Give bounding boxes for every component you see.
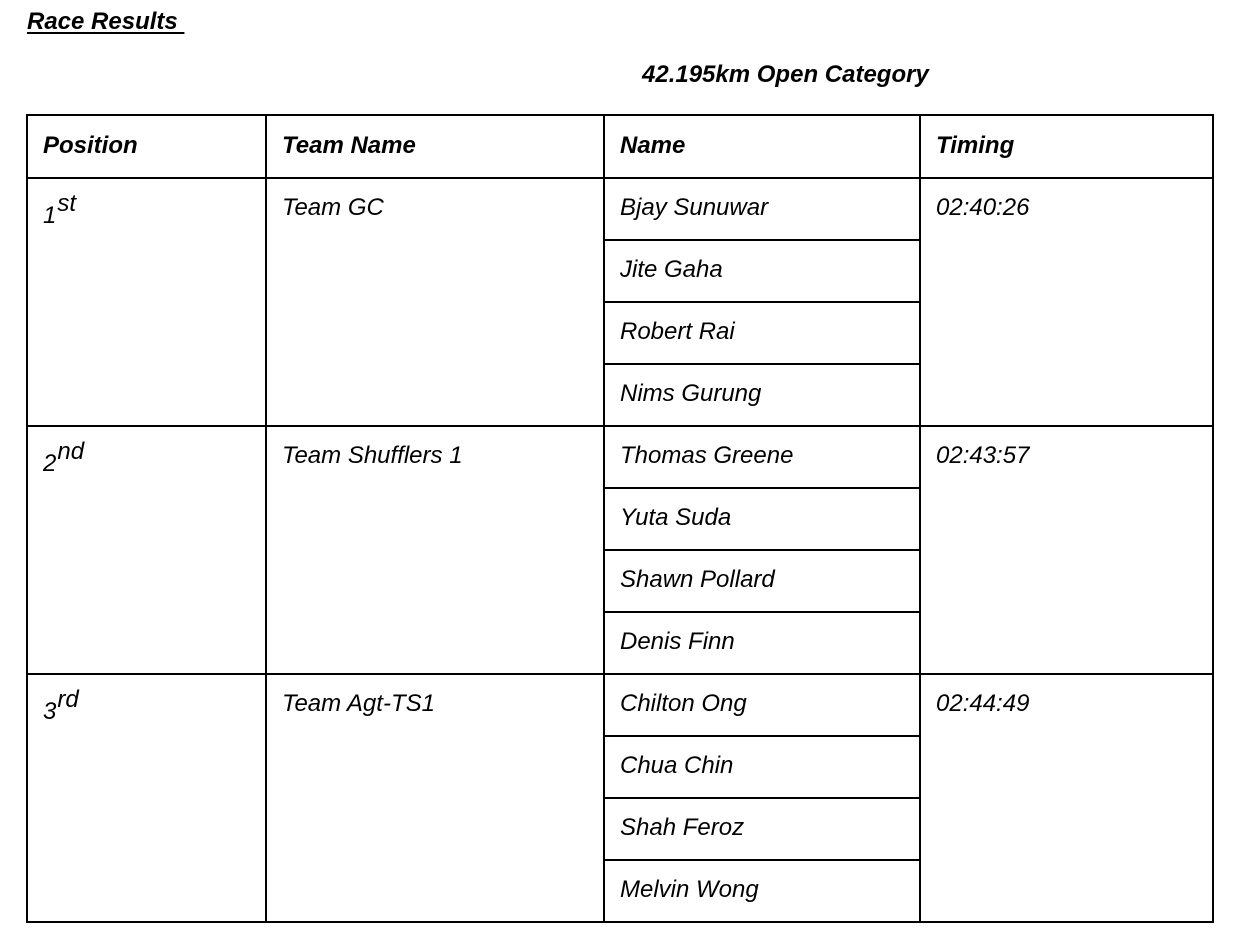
member-name-cell: Robert Rai bbox=[604, 302, 920, 364]
header-team-name: Team Name bbox=[266, 115, 604, 178]
header-position: Position bbox=[27, 115, 266, 178]
member-name-cell: Nims Gurung bbox=[604, 364, 920, 426]
header-timing: Timing bbox=[920, 115, 1213, 178]
header-row bbox=[27, 115, 1213, 178]
member-name-cell: Thomas Greene bbox=[604, 426, 920, 488]
position-suffix: rd bbox=[57, 686, 79, 713]
member-name-cell: Melvin Wong bbox=[604, 860, 920, 922]
table-row bbox=[27, 426, 1213, 488]
race-results-table bbox=[26, 114, 1214, 923]
position-cell bbox=[27, 178, 266, 426]
member-name-cell: Chua Chin bbox=[604, 736, 920, 798]
table-row bbox=[27, 178, 1213, 240]
position-cell bbox=[27, 426, 266, 674]
position-suffix: nd bbox=[57, 438, 85, 465]
document-title: Race Results bbox=[27, 8, 185, 35]
team-name-cell: Team Shufflers 1 bbox=[266, 426, 604, 674]
member-name-cell: Bjay Sunuwar bbox=[604, 178, 920, 240]
timing-cell: 02:43:57 bbox=[920, 426, 1213, 674]
member-name-cell: Chilton Ong bbox=[604, 674, 920, 736]
timing-cell: 02:40:26 bbox=[920, 178, 1213, 426]
member-name-cell: Shah Feroz bbox=[604, 798, 920, 860]
team-name-cell: Team GC bbox=[266, 178, 604, 426]
position-number: 2 bbox=[43, 450, 57, 477]
timing-cell: 02:44:49 bbox=[920, 674, 1213, 922]
position-number: 3 bbox=[43, 698, 57, 725]
member-name-cell: Denis Finn bbox=[604, 612, 920, 674]
member-name-cell: Yuta Suda bbox=[604, 488, 920, 550]
header-name: Name bbox=[604, 115, 920, 178]
table-row bbox=[27, 674, 1213, 736]
category-title: 42.195km Open Category bbox=[642, 61, 929, 88]
position-number: 1 bbox=[43, 202, 57, 229]
position-suffix: st bbox=[57, 190, 77, 217]
member-name-cell: Shawn Pollard bbox=[604, 550, 920, 612]
team-name-cell: Team Agt-TS1 bbox=[266, 674, 604, 922]
position-cell bbox=[27, 674, 266, 922]
member-name-cell: Jite Gaha bbox=[604, 240, 920, 302]
